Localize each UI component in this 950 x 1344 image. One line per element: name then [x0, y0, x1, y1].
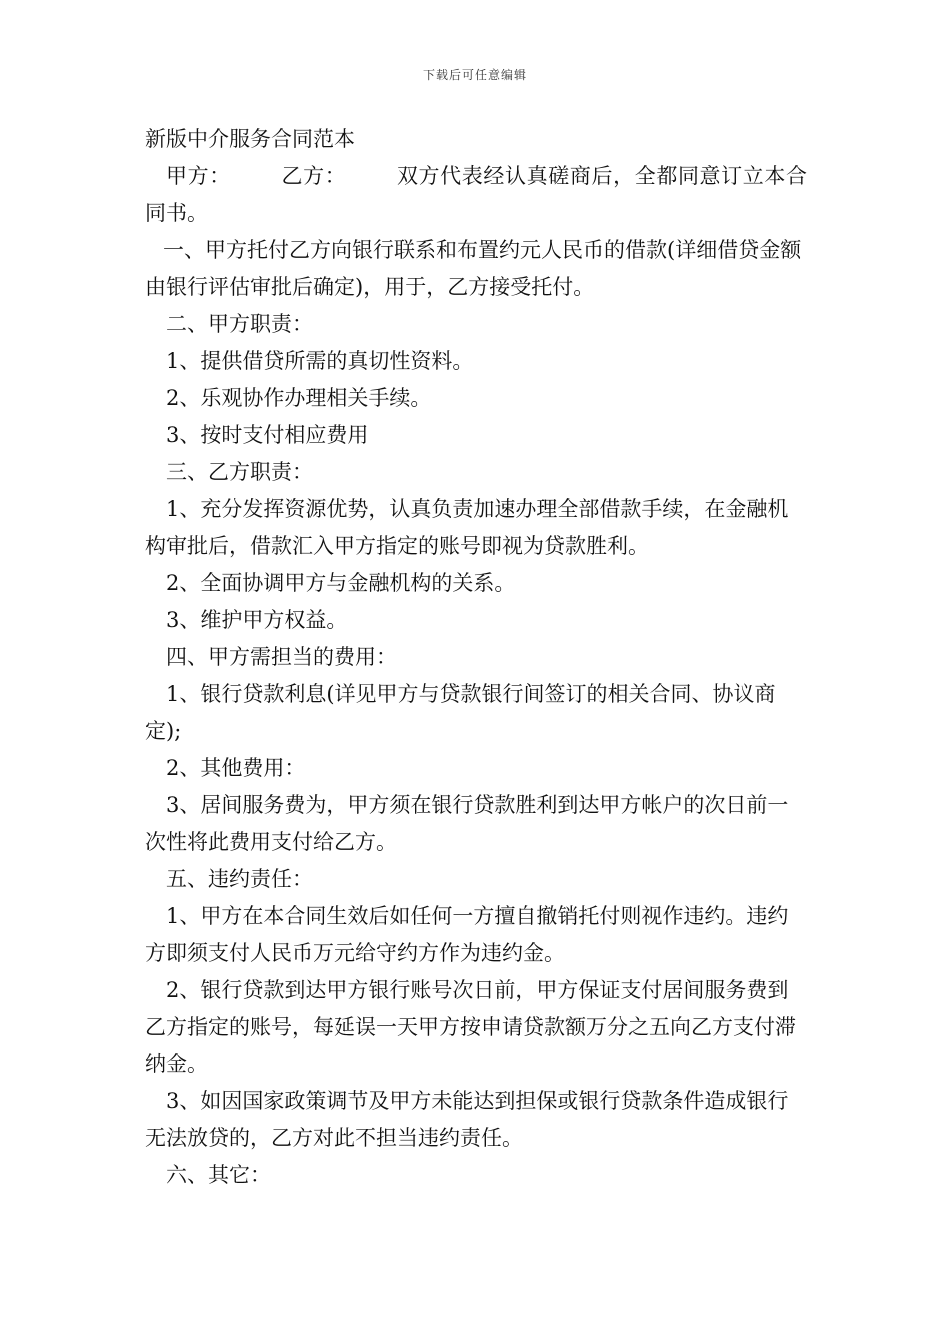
section-4-heading: 四、甲方需担当的费用：: [166, 645, 397, 669]
parties-intro: 双方代表经认真磋商后，全都同意订立本合同书。: [145, 164, 808, 225]
section-2-heading: 二、甲方职责：: [166, 312, 313, 336]
section-4-item: 2、其他费用：: [166, 756, 306, 780]
section-3-item: 3、维护甲方权益。: [166, 608, 348, 632]
section-3-item: 2、全面协调甲方与金融机构的关系。: [166, 571, 516, 595]
party-a-label: 甲方：: [166, 164, 231, 188]
section-2-item: 2、乐观协作办理相关手续。: [166, 386, 432, 410]
clause-1: 一、甲方托付乙方向银行联系和布置约元人民币的借款(详细借贷金额由银行评估审批后确定)，用于，乙方接受托付。: [145, 238, 802, 299]
section-2-item: 3、按时支付相应费用: [166, 423, 369, 447]
party-b-label: 乙方：: [280, 164, 347, 188]
section-5-heading: 五、违约责任：: [166, 867, 313, 891]
section-3-heading: 三、乙方职责：: [166, 460, 313, 484]
section-3-item: 1、充分发挥资源优势，认真负责加速办理全部借款手续，在金融机构审批后，借款汇入甲方指定的账号即视为贷款胜利。: [145, 497, 789, 558]
section-6-heading: 六、其它：: [166, 1163, 271, 1187]
parties-paragraph: [145, 158, 807, 232]
section-5-item: 2、银行贷款到达甲方银行账号次日前，甲方保证支付居间服务费到乙方指定的账号，每延误一天甲方按申请贷款额万分之五向乙方支付滞纳金。: [145, 978, 796, 1076]
section-5-item: 3、如因国家政策调节及甲方未能达到担保或银行贷款条件造成银行无法放贷的，乙方对此不担当违约责任。: [145, 1089, 789, 1150]
section-4-item: 1、银行贷款利息(详见甲方与贷款银行间签订的相关合同、协议商定);: [145, 682, 776, 743]
section-5-item: 1、甲方在本合同生效后如任何一方擅自撤销托付则视作违约。违约方即须支付人民币万元给守约方作为违约金。: [145, 904, 789, 965]
page-header: 下载后可任意编辑: [422, 68, 527, 82]
document-body: [145, 121, 807, 1194]
document-title: 新版中介服务合同范本: [145, 127, 355, 151]
section-4-item: 3、居间服务费为，甲方须在银行贷款胜利到达甲方帐户的次日前一次性将此费用支付给乙方。: [145, 793, 789, 854]
section-2-item: 1、提供借贷所需的真切性资料。: [166, 349, 474, 373]
